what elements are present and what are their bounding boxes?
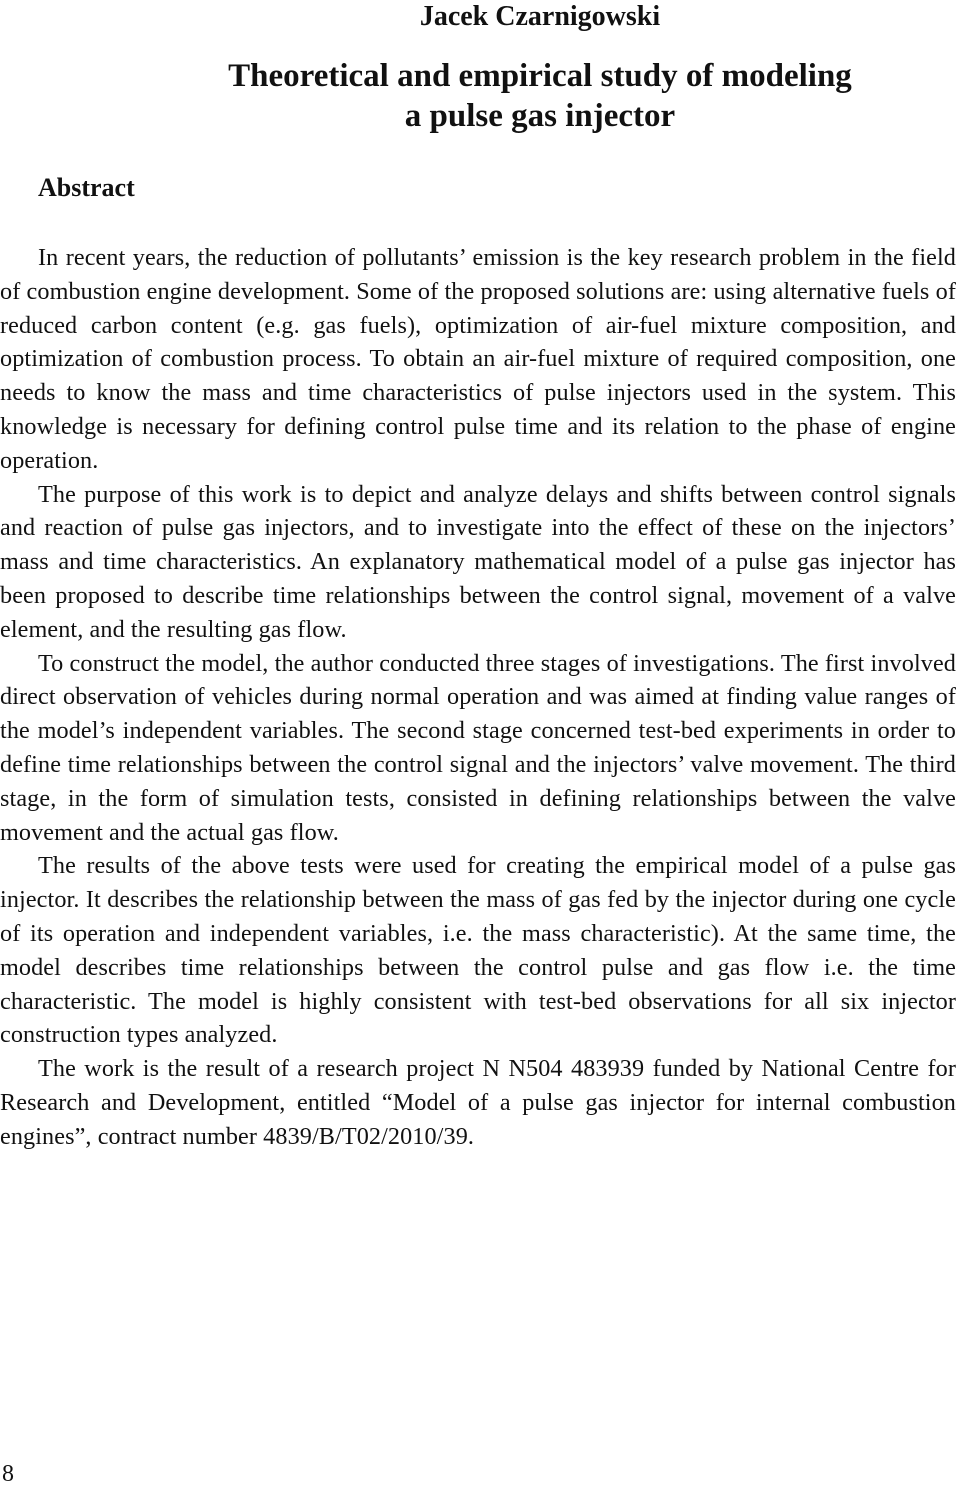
- abstract-heading: Abstract: [38, 173, 135, 202]
- abstract-paragraph-2: The purpose of this work is to depict and analyze delays and shifts between control signals and reaction of pulse gas injectors, and to investigate into the effect of these on the injectors’ mass and time characteristics. An explanatory mathematical model of a pulse gas injector has been proposed to describe time relationships between the control signal, movement of a valve element, and the resulting gas flow.: [0, 480, 956, 643]
- page-number: 8: [2, 1461, 14, 1487]
- paper-title: [0, 56, 960, 136]
- abstract-paragraph-5: The work is the result of a research project N N504 483939 funded by National Centre for Research and Development, entitled “Model of a pulse gas injector for internal combustion engines”, contract number 4839/B/T02/2010/39.: [0, 1055, 956, 1150]
- abstract-paragraph-1: In recent years, the reduction of pollutants’ emission is the key research problem in the field of combustion engine development. Some of the proposed solutions are: using alternative fuels of reduced carbon content (e.g. gas fuels), optimization of air-fuel mixture composition, and optimization of combustion process. To obtain an air-fuel mixture of required composition, one needs to know the mass and time characteristics of pulse injectors used in the system. This knowledge is necessary for defining control pulse time and its relation to the phase of engine operation.: [0, 244, 956, 474]
- author-name: Jacek Czarnigowski: [419, 1, 661, 32]
- paper-title-line-1: Theoretical and empirical study of modeling: [228, 58, 852, 94]
- abstract-paragraph-4: The results of the above tests were used for creating the empirical model of a pulse gas injector. It describes the relationship between the mass of gas fed by the injector during one cycle of its operation and independent variables, i.e. the mass characteristic). At the same time, the model describes time relationships between the control pulse and gas flow i.e. the time characteristic. The model is highly consistent with test-bed observations for all six injector construction types analyzed.: [0, 852, 956, 1049]
- abstract-paragraph-3: To construct the model, the author conducted three stages of investigations. The first involved direct observation of vehicles during normal operation and was aimed at finding value ranges of the model’s independent variables. The second stage concerned test-bed experiments in order to define time relationships between the control signal and the injectors’ valve movement. The third stage, in the form of simulation tests, consisted in defining relationships between the valve movement and the actual gas flow.: [0, 649, 956, 846]
- paper-title-line-2: a pulse gas injector: [404, 98, 676, 134]
- abstract-body: [0, 241, 956, 1154]
